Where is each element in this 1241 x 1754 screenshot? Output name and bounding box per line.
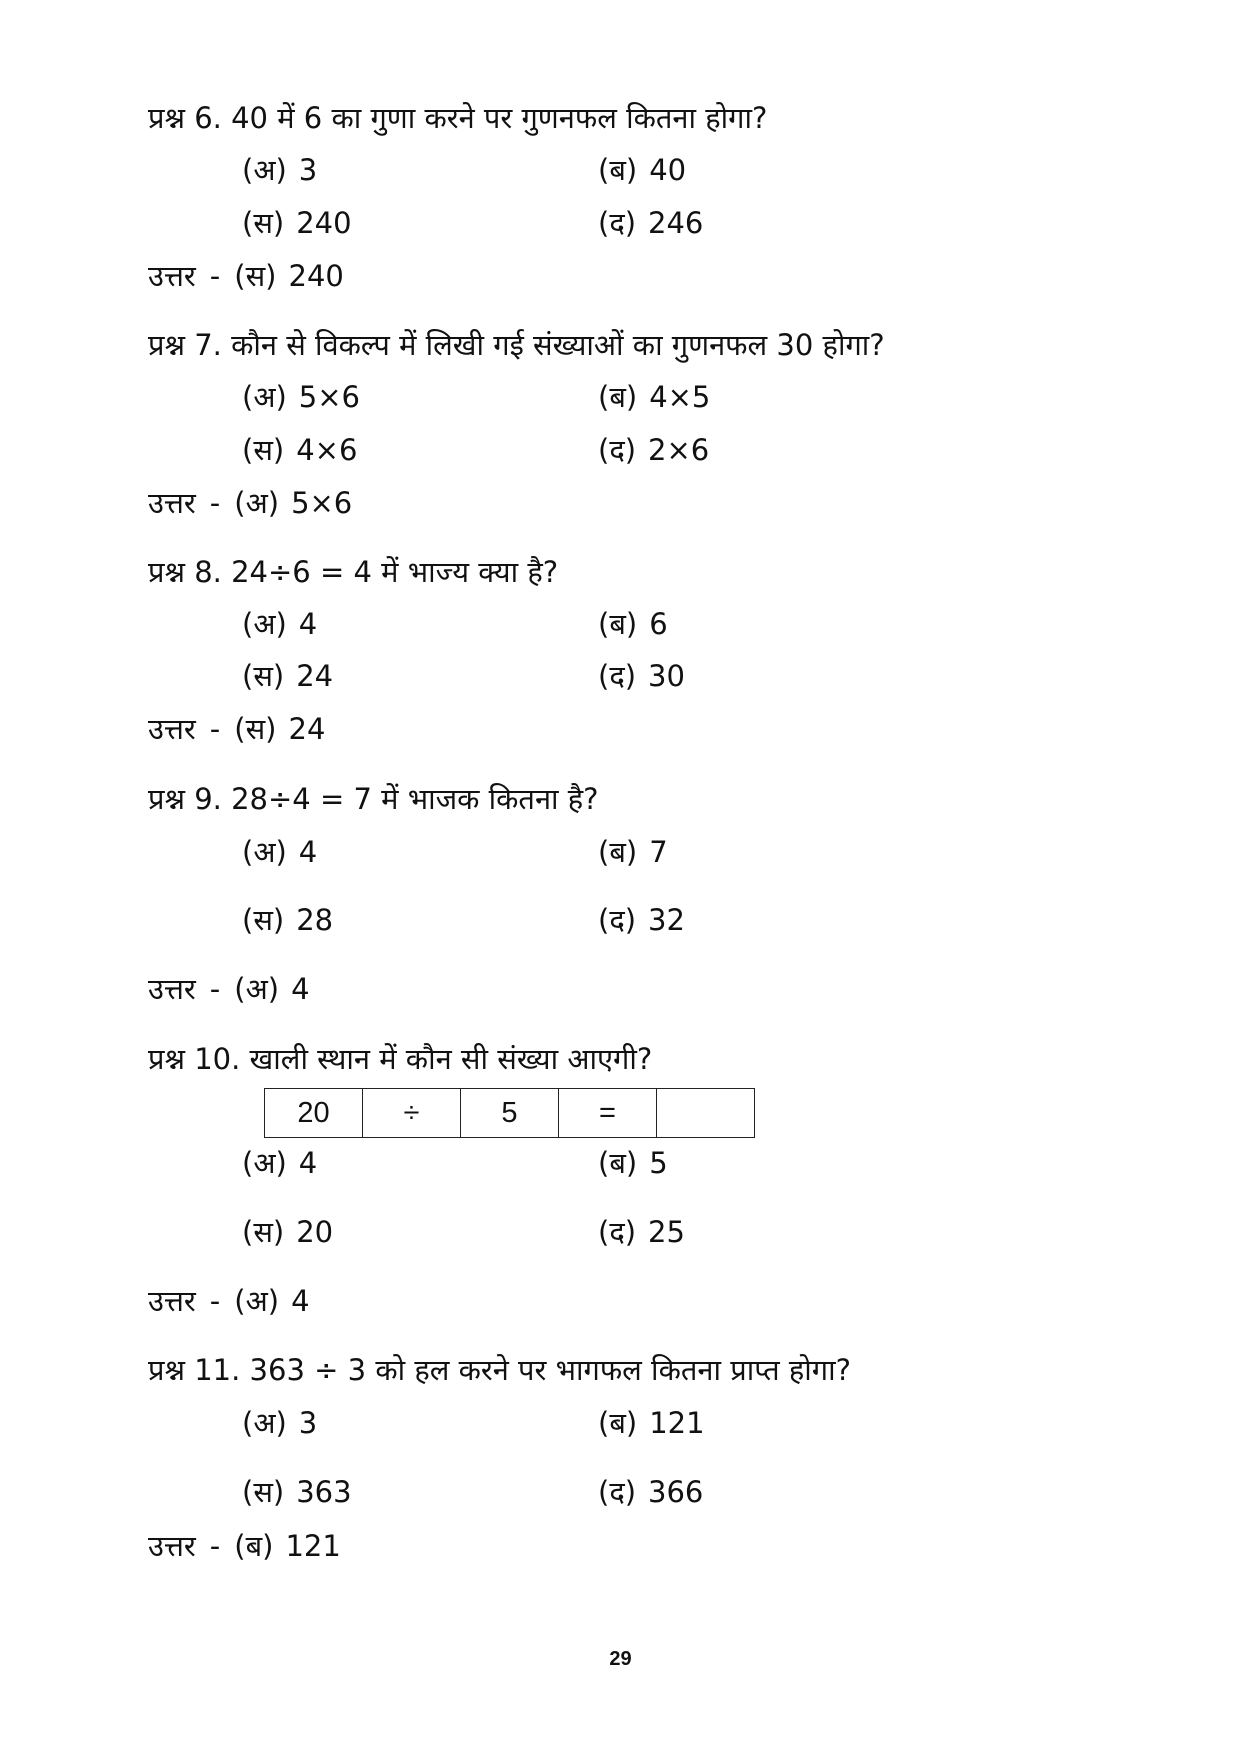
question-6-option-c: [242, 203, 352, 243]
question-8-option-a: [242, 604, 317, 644]
option-label: (ब): [598, 1146, 638, 1180]
question-6-prompt: प्रश्न 6. 40 में 6 का गुणा करने पर गुणनफल कितना होगा?: [148, 101, 768, 135]
option-label: (अ): [242, 1146, 287, 1180]
option-value: 5: [649, 1146, 668, 1180]
option-label: (स): [242, 903, 285, 937]
option-label: (स): [242, 1475, 285, 1509]
option-value: 5×6: [298, 380, 360, 414]
option-label: (ब): [598, 607, 638, 641]
table-cell-dividend: 20: [265, 1089, 363, 1138]
question-10-option-a: [242, 1143, 317, 1183]
answer-dash: -: [209, 972, 221, 1006]
option-value: 3: [298, 153, 318, 187]
question-10-answer: [148, 1281, 310, 1321]
question-9-prompt: प्रश्न 9. 28÷4 = 7 में भाजक कितना है?: [148, 782, 599, 816]
option-label: (ब): [598, 1406, 638, 1440]
question-6-option-b: [598, 150, 686, 190]
question-8-option-d: [598, 656, 685, 696]
question-7-option-d: [598, 430, 709, 470]
question-10-option-b: [598, 1143, 668, 1183]
option-value: 366: [648, 1475, 704, 1509]
answer-label: उत्तर: [148, 486, 196, 520]
option-label: (ब): [598, 835, 638, 869]
answer-value: 4: [291, 972, 310, 1006]
option-value: 121: [649, 1406, 705, 1440]
option-label: (द): [598, 1215, 637, 1249]
option-label: (स): [242, 659, 285, 693]
option-label: (द): [598, 433, 637, 467]
answer-choice: (अ): [234, 972, 280, 1006]
question-11-answer: [148, 1526, 341, 1566]
question-9-option-c: [242, 900, 333, 940]
option-value: 40: [649, 153, 687, 187]
option-value: 30: [648, 659, 685, 693]
option-value: 4×5: [649, 380, 711, 414]
option-label: (स): [242, 433, 285, 467]
option-label: (द): [598, 903, 637, 937]
question-8-option-c: [242, 656, 333, 696]
question-8-option-b: [598, 604, 668, 644]
option-value: 25: [648, 1215, 685, 1249]
question-11-option-d: [598, 1472, 703, 1512]
question-8-answer: [148, 709, 325, 749]
question-10-prompt: प्रश्न 10. खाली स्थान में कौन सी संख्या आएगी?: [148, 1042, 653, 1076]
option-value: 2×6: [648, 433, 710, 467]
option-value: 363: [296, 1475, 352, 1509]
question-6-answer: [148, 256, 344, 296]
table-cell-blank: [657, 1089, 755, 1138]
question-11-option-b: [598, 1403, 705, 1443]
option-value: 4: [298, 607, 318, 641]
question-8-prompt: प्रश्न 8. 24÷6 = 4 में भाज्य क्या है?: [148, 555, 559, 589]
question-9-option-a: [242, 832, 317, 872]
option-label: (द): [598, 659, 637, 693]
answer-choice: (ब): [234, 1529, 274, 1563]
answer-value: 4: [291, 1284, 310, 1318]
answer-choice: (स): [234, 712, 277, 746]
option-label: (अ): [242, 835, 287, 869]
question-11-option-a: [242, 1403, 317, 1443]
question-6-option-a: [242, 150, 317, 190]
option-value: 246: [648, 206, 704, 240]
option-value: 32: [648, 903, 685, 937]
answer-value: 121: [285, 1529, 341, 1563]
option-label: (ब): [598, 380, 638, 414]
question-6-option-d: [598, 203, 703, 243]
question-7-option-c: [242, 430, 357, 470]
answer-dash: -: [209, 259, 221, 293]
answer-choice: (स): [234, 259, 277, 293]
answer-label: उत्तर: [148, 712, 196, 746]
option-label: (अ): [242, 380, 287, 414]
division-blank-table: [264, 1088, 755, 1138]
answer-choice: (अ): [234, 1284, 280, 1318]
answer-value: 24: [288, 712, 326, 746]
option-value: 240: [296, 206, 352, 240]
option-label: (अ): [242, 607, 287, 641]
option-label: (अ): [242, 1406, 287, 1440]
option-value: 28: [296, 903, 334, 937]
option-value: 4×6: [296, 433, 358, 467]
answer-label: उत्तर: [148, 1529, 196, 1563]
answer-value: 240: [288, 259, 344, 293]
option-value: 4: [298, 835, 318, 869]
answer-dash: -: [209, 712, 221, 746]
answer-dash: -: [209, 486, 221, 520]
question-11-option-c: [242, 1472, 352, 1512]
answer-dash: -: [209, 1529, 221, 1563]
page-number: 29: [609, 1648, 632, 1670]
option-value: 3: [298, 1406, 318, 1440]
option-value: 4: [298, 1146, 318, 1180]
question-10-option-c: [242, 1212, 333, 1252]
answer-label: उत्तर: [148, 259, 196, 293]
question-11-prompt: प्रश्न 11. 363 ÷ 3 को हल करने पर भागफल कितना प्राप्त होगा?: [148, 1353, 852, 1387]
question-9-option-d: [598, 900, 685, 940]
option-value: 7: [649, 835, 668, 869]
question-7-answer: [148, 483, 352, 523]
option-label: (स): [242, 1215, 285, 1249]
question-9-answer: [148, 969, 310, 1009]
option-value: 20: [296, 1215, 334, 1249]
answer-label: उत्तर: [148, 1284, 196, 1318]
option-value: 6: [649, 607, 668, 641]
question-10-option-d: [598, 1212, 685, 1252]
question-7-option-a: [242, 377, 360, 417]
answer-choice: (अ): [234, 486, 280, 520]
option-value: 24: [296, 659, 334, 693]
question-7-prompt: प्रश्न 7. कौन से विकल्प में लिखी गई संख्याओं का गुणनफल 30 होगा?: [148, 328, 885, 362]
option-label: (स): [242, 206, 285, 240]
option-label: (अ): [242, 153, 287, 187]
answer-dash: -: [209, 1284, 221, 1318]
question-7-option-b: [598, 377, 710, 417]
table-cell-equals-sign: =: [559, 1089, 657, 1138]
table-cell-divisor: 5: [461, 1089, 559, 1138]
option-label: (द): [598, 1475, 637, 1509]
answer-label: उत्तर: [148, 972, 196, 1006]
table-cell-divide-sign: ÷: [363, 1089, 461, 1138]
option-label: (द): [598, 206, 637, 240]
option-label: (ब): [598, 153, 638, 187]
answer-value: 5×6: [291, 486, 353, 520]
question-9-option-b: [598, 832, 668, 872]
